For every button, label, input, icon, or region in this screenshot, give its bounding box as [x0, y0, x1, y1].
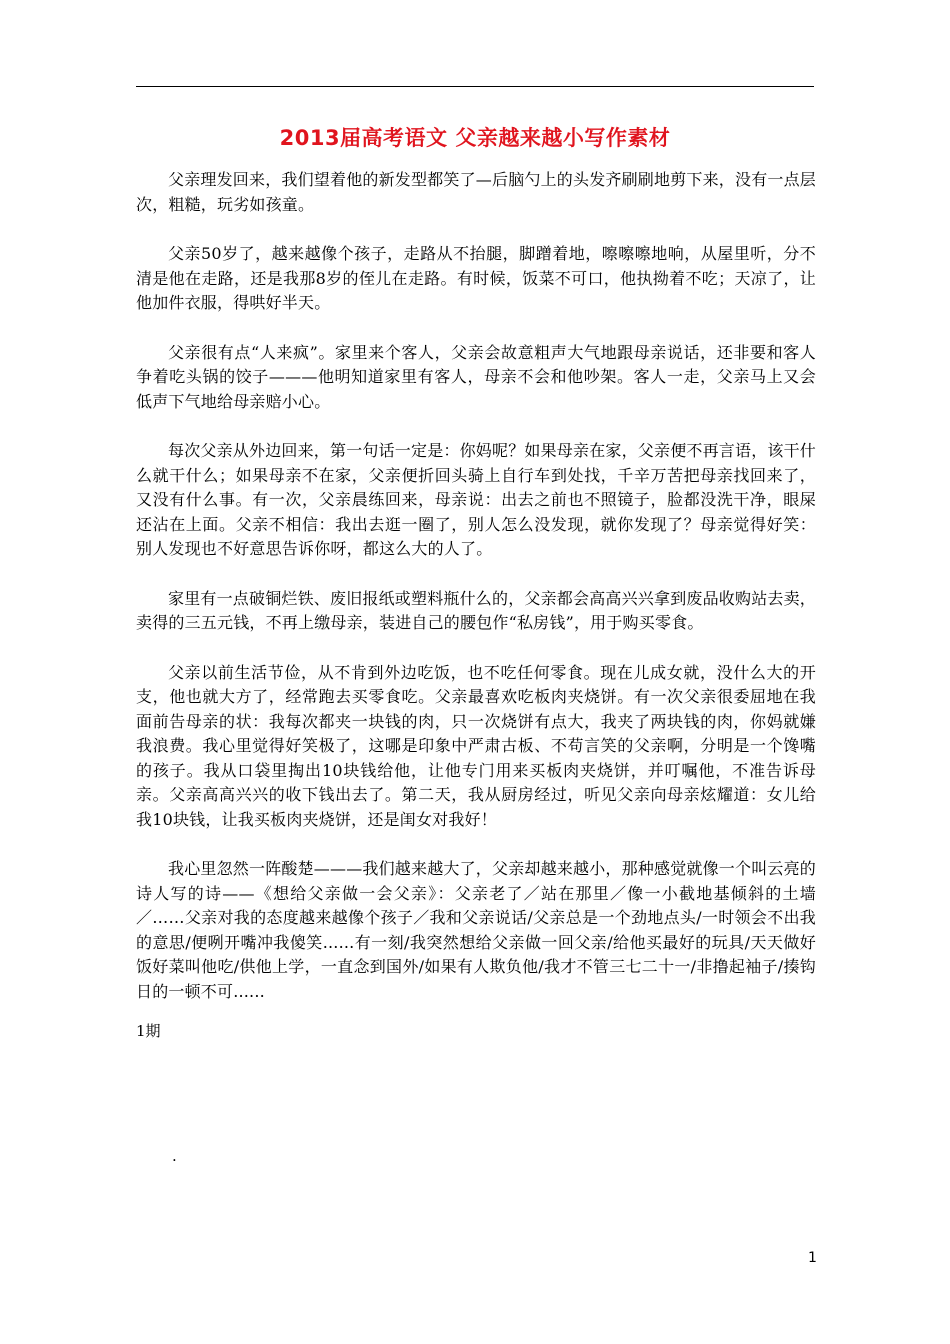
paragraph: 每次父亲从外边回来，第一句话一定是：你妈呢？如果母亲在家，父亲便不再言语，该干什么就干什么；如果母亲不在家，父亲便折回头骑上自行车到处找，千辛万苦把母亲找回来了，又没有什么事。有一次，父亲晨练回来，母亲说：出去之前也不照镜子，脸都没洗干净，眼屎还沾在上面。父亲不相信：我出去逛一圈了，别人怎么没发现，就你发现了？母亲觉得好笑：别人发现也不好意思告诉你呀，都这么大的人了。 [136, 441, 817, 558]
issue-label: 1期 [136, 1022, 161, 1040]
paragraph: 父亲很有点“人来疯”。家里来个客人，父亲会故意粗声大气地跟母亲说话，还非要和客人争着吃头锅的饺子———他明知道家里有客人，母亲不会和他吵架。客人一走，父亲马上又会低声下气地给母亲赔小心。 [136, 342, 816, 411]
document-title: 2013届高考语文 父亲越来越小写作素材 [279, 126, 671, 150]
paragraph: 家里有一点破铜烂铁、废旧报纸或塑料瓶什么的，父亲都会高高兴兴拿到废品收购站去卖，卖得的三五元钱，不再上缴母亲，装进自己的腰包作“私房钱”，用于购买零食。 [136, 588, 817, 632]
paragraph: 父亲50岁了，越来越像个孩子，走路从不抬腿，脚蹭着地，嚓嚓嚓地响，从屋里听，分不清是他在走路，还是我那8岁的侄儿在走路。有时候，饭菜不可口，他执拗着不吃；天凉了，让他加件衣服，得哄好半天。 [136, 244, 816, 312]
stray-dot: . [172, 1147, 177, 1165]
document-body [136, 168, 816, 1029]
paragraph: 父亲理发回来，我们望着他的新发型都笑了—后脑勺上的头发齐刷刷地剪下来，没有一点层次，粗糙，玩劣如孩童。 [136, 170, 817, 214]
page-number: 1 [808, 1250, 817, 1266]
header-rule [136, 86, 814, 87]
paragraph: 父亲以前生活节俭，从不肯到外边吃饭，也不吃任何零食。现在儿成女就，没什么大的开支，他也就大方了，经常跑去买零食吃。父亲最喜欢吃板肉夹烧饼。有一次父亲很委屈地在我面前告母亲的状：我每次都夹一块钱的肉，只一次烧饼有点大，我夹了两块钱的肉，你妈就嫌我浪费。我心里觉得好笑极了，这哪是印象中严肃古板、不苟言笑的父亲啊，分明是一个馋嘴的孩子。我从口袋里掏出10块钱给他，让他专门用来买板肉夹烧饼，并叮嘱他，不准告诉母亲。父亲高高兴兴的收下钱出去了。第二天，我从厨房经过，听见父亲向母亲炫耀道：女儿给我10块钱，让我买板肉夹烧饼，还是闺女对我好！ [136, 662, 816, 829]
paragraph: 我心里忽然一阵酸楚———我们越来越大了，父亲却越来越小，那种感觉就像一个叫云亮的诗人写的诗——《想给父亲做一会父亲》：父亲老了／站在那里／像一小截地基倾斜的土墙／……父亲对我的态度越来越像个孩子／我和父亲说话/父亲总是一个劲地点头/一时领会不出我的意思/便咧开嘴冲我傻笑......有一刻/我突然想给父亲做一回父亲/给他买最好的玩具/天天做好饭好菜叫他吃/供他上学，一直念到国外/如果有人欺负他/我才不管三七二十一/非撸起袖子/揍钩日的一顿不可...... [136, 859, 817, 1001]
